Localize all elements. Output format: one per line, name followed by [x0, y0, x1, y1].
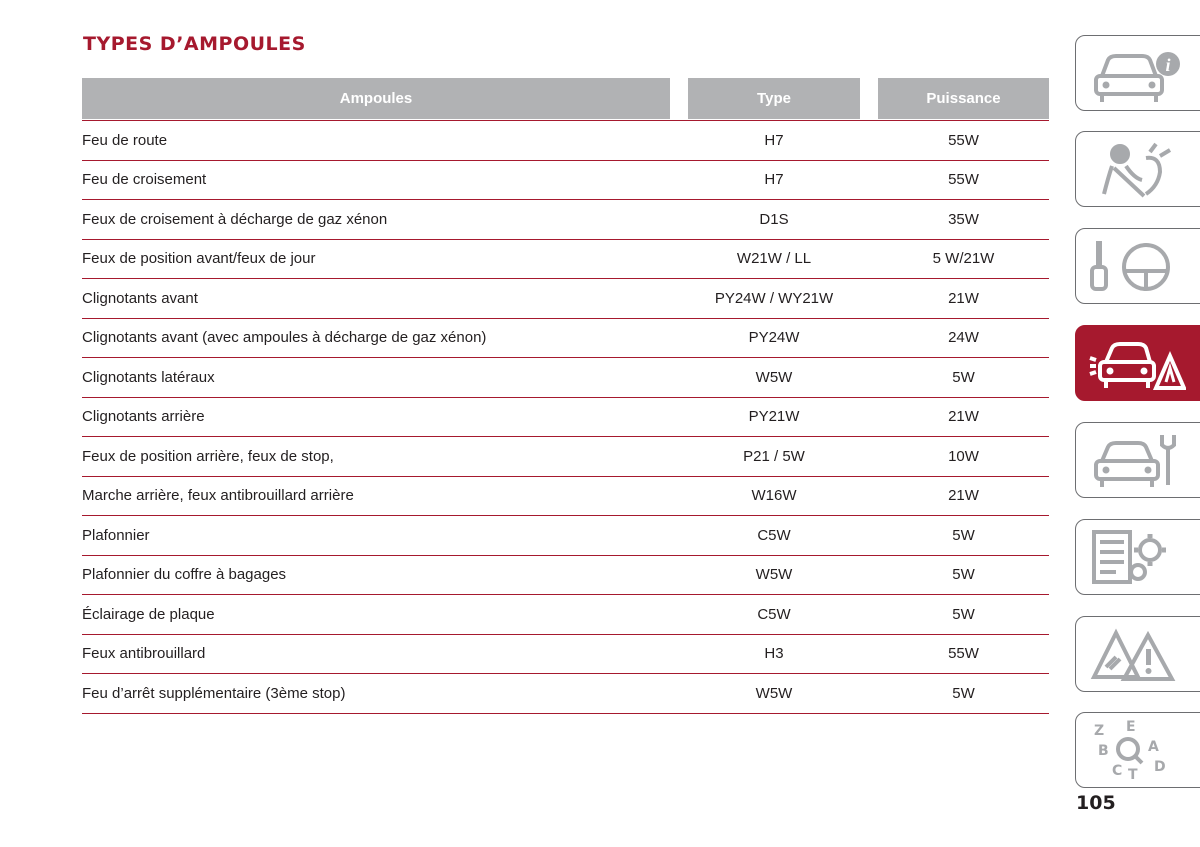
cell-bulb-name: Clignotants avant [82, 289, 198, 307]
cell-bulb-power: 5W [952, 368, 975, 386]
cell-bulb-power: 21W [948, 408, 979, 426]
tab-safety[interactable] [1075, 131, 1200, 207]
cell-bulb-type: W16W [751, 487, 797, 505]
tab-maintenance[interactable] [1075, 422, 1200, 498]
cell-bulb-type: PY21W [748, 408, 800, 426]
page-title: TYPES D’AMPOULES [83, 33, 306, 55]
cell-bulb-power: 55W [948, 131, 979, 149]
cell-bulb-name: Clignotants avant (avec ampoules à décharge de gaz xénon) [82, 329, 487, 347]
key-steering-wheel-icon [1086, 235, 1186, 297]
alphabetical-index-search-icon [1086, 719, 1186, 781]
cell-bulb-name: Feux de position arrière, feux de stop, [82, 447, 334, 465]
cell-bulb-type: H3 [764, 645, 784, 663]
technical-data-gears-icon [1086, 526, 1186, 588]
table-row [82, 398, 1049, 438]
car-info-icon [1086, 42, 1186, 104]
cell-bulb-name: Éclairage de plaque [82, 605, 215, 623]
cell-bulb-name: Plafonnier [82, 526, 150, 544]
cell-bulb-power: 5W [952, 526, 975, 544]
svg-text:i: i [1165, 55, 1171, 75]
table-row [82, 674, 1049, 714]
cell-bulb-power: 35W [948, 210, 979, 228]
index-letter: B [1098, 743, 1109, 759]
tab-index[interactable] [1075, 712, 1200, 788]
index-letter: D [1154, 759, 1166, 775]
index-letter: C [1112, 763, 1123, 779]
cell-bulb-type: C5W [757, 526, 791, 544]
tab-in-emergency[interactable] [1075, 325, 1200, 401]
column-header-gap [670, 78, 688, 119]
car-emergency-warning-icon [1086, 332, 1186, 394]
table-row [82, 200, 1049, 240]
tab-starting-driving[interactable] [1075, 228, 1200, 304]
cell-bulb-power: 10W [948, 447, 979, 465]
column-header-power: Puissance [878, 78, 1049, 119]
cell-bulb-power: 5W [952, 605, 975, 623]
cell-bulb-name: Feux de position avant/feux de jour [82, 250, 316, 268]
cell-bulb-name: Clignotants arrière [82, 408, 205, 426]
airbag-safety-icon [1086, 138, 1186, 200]
cell-bulb-power: 5W [952, 684, 975, 702]
table-body [82, 121, 1049, 714]
cell-bulb-power: 55W [948, 645, 979, 663]
table-header [82, 78, 1049, 119]
table-row [82, 240, 1049, 280]
column-header-gap [860, 78, 878, 119]
cell-bulb-power: 21W [948, 289, 979, 307]
cell-bulb-name: Feu de route [82, 131, 168, 149]
table-row [82, 358, 1049, 398]
cell-bulb-type: W5W [755, 368, 793, 386]
column-header-type: Type [688, 78, 860, 119]
cell-bulb-name: Feux antibrouillard [82, 645, 206, 663]
cell-bulb-power: 24W [948, 329, 979, 347]
tab-warnings[interactable] [1075, 616, 1200, 692]
cell-bulb-power: 55W [948, 171, 979, 189]
tab-car-info[interactable] [1075, 35, 1200, 111]
cell-bulb-type: H7 [764, 131, 784, 149]
cell-bulb-type: H7 [764, 171, 784, 189]
cell-bulb-type: C5W [757, 605, 791, 623]
bulb-types-table [82, 78, 1049, 714]
table-row [82, 635, 1049, 675]
table-row [82, 477, 1049, 517]
table-row [82, 437, 1049, 477]
cell-bulb-type: PY24W / WY21W [714, 289, 834, 307]
cell-bulb-power: 5W [952, 566, 975, 584]
cell-bulb-type: P21 / 5W [743, 447, 805, 465]
cell-bulb-type: D1S [759, 210, 789, 228]
cell-bulb-name: Clignotants latéraux [82, 368, 215, 386]
tab-technical-data[interactable] [1075, 519, 1200, 595]
cell-bulb-power: 5 W/21W [932, 250, 995, 268]
cell-bulb-name: Feu de croisement [82, 171, 207, 189]
table-row [82, 279, 1049, 319]
table-row [82, 161, 1049, 201]
warning-triangles-icon [1086, 623, 1186, 685]
cell-bulb-type: W21W / LL [736, 250, 812, 268]
table-row [82, 121, 1049, 161]
cell-bulb-name: Marche arrière, feux antibrouillard arrière [82, 487, 354, 505]
table-row [82, 556, 1049, 596]
cell-bulb-type: W5W [755, 684, 793, 702]
page-number: 105 [1076, 792, 1116, 814]
table-row [82, 595, 1049, 635]
car-maintenance-wrench-icon [1086, 429, 1186, 491]
table-row [82, 516, 1049, 556]
table-row [82, 319, 1049, 359]
index-letter: E [1126, 719, 1136, 735]
cell-bulb-type: W5W [755, 566, 793, 584]
cell-bulb-power: 21W [948, 487, 979, 505]
cell-bulb-type: PY24W [748, 329, 800, 347]
cell-bulb-name: Feu d’arrêt supplémentaire (3ème stop) [82, 684, 346, 702]
cell-bulb-name: Feux de croisement à décharge de gaz xénon [82, 210, 388, 228]
index-letter: A [1148, 739, 1159, 755]
column-header-bulbs: Ampoules [82, 78, 670, 119]
index-letter: T [1128, 767, 1138, 781]
cell-bulb-name: Plafonnier du coffre à bagages [82, 566, 287, 584]
index-letter: Z [1094, 723, 1105, 739]
